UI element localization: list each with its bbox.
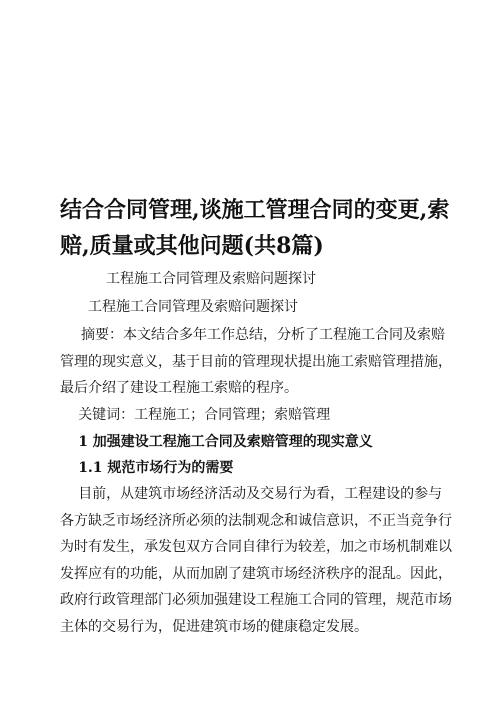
document-subtitle-1: 工程施工合同管理及索赔问题探讨 bbox=[106, 271, 316, 287]
abstract-paragraph: 摘要：本文结合多年工作总结，分析了工程施工合同及索赔管理的现实意义，基于目前的管理现状提出施工索赔管理措施，最后介绍了建设工程施工索赔的程序。 bbox=[60, 327, 452, 396]
body-paragraph: 目前，从建筑市场经济活动及交易行为看，工程建设的参与各方缺乏市场经济所必须的法制观念和诚信意识，不正当竞争行为时有发生，承发包双方合同自律行为较差，加之市场机制难以发挥应有的功能，从而加剧了建筑市场经济秩序的混乱。因此，政府行政管理部门必须加强建设工程施工合同的管理，规范市场主体的交易行为，促进建筑市场的健康稳定发展。 bbox=[60, 486, 452, 635]
section-heading-1-1: 1.1 规范市场行为的需要 bbox=[78, 460, 234, 476]
document-title: 结合合同管理,谈施工管理合同的变更,索赔,质量或其他问题(共8篇) bbox=[60, 197, 450, 259]
document-subtitle-2: 工程施工合同管理及索赔问题探讨 bbox=[88, 299, 298, 315]
keywords-line: 关键词：工程施工；合同管理；索赔管理 bbox=[78, 407, 331, 423]
section-heading-1: 1 加强建设工程施工合同及索赔管理的现实意义 bbox=[78, 434, 373, 450]
